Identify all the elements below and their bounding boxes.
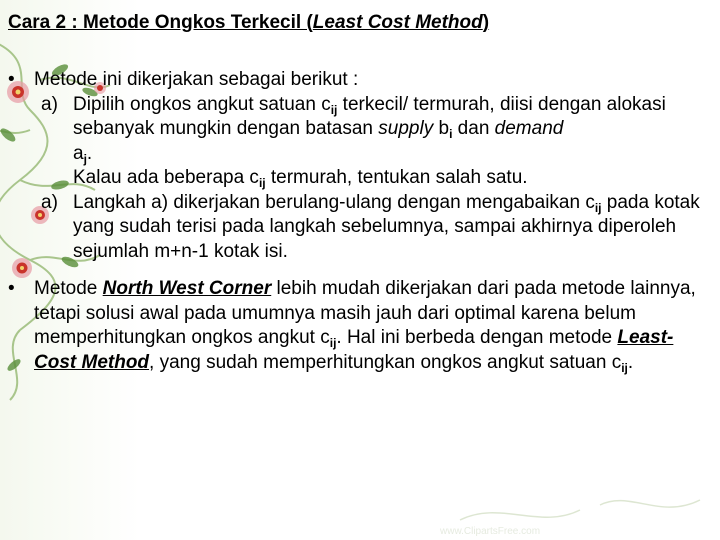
slide-title <box>8 12 489 34</box>
bullet-item-method-steps <box>8 68 708 264</box>
title-suffix: ) <box>482 12 490 33</box>
sub-item-marker: a) <box>41 191 58 213</box>
bullet-text: Metode ini dikerjakan sebagai berikut : <box>34 69 359 90</box>
title-italic: Least Cost Method <box>312 12 483 33</box>
spacer <box>8 264 708 277</box>
bullet-marker: • <box>8 278 15 299</box>
sub-item-a2 <box>33 191 708 265</box>
bullet-marker: • <box>8 69 15 90</box>
bullet-item-comparison <box>8 277 708 375</box>
sub-item-a1 <box>33 93 708 191</box>
term-least-cost-method: Least-Cost Method <box>34 327 674 373</box>
sub-item-text: Langkah a) dikerjakan berulang-ulang dengan mengabaikan $c_{ij}$ pada kotak yang sudah terisi pada langkah sebelumnya, sampai akhirnya diperoleh sejumlah m+n-1 kotak isi. <box>73 191 700 262</box>
slide-content <box>8 68 708 375</box>
sub-item-text: Dipilih ongkos angkut satuan $c_{ij}$ terkecil/ termurah, diisi dengan alokasi sebanyak mungkin dengan batasan supply $b_i$ dan demand $a_j$. Kalau ada beberapa $c_{ij}$ termurah, tentukan salah satu. <box>73 93 666 190</box>
watermark: www.ClipartsFree.com <box>440 526 541 537</box>
term-north-west-corner: North West Corner <box>102 278 272 299</box>
ornament-swirl <box>460 500 700 520</box>
bullet-text: Metode North West Corner lebih mudah dikerjakan dari pada metode lainnya, tetapi solusi awal pada umumnya masih jauh dari optimal karena belum memperhitungkan ongkos angkut $c_{ij}$. Hal ini berbeda dengan metode Least-Cost Method, yang sudah memperhitungkan ongkos angkut satuan $c_{ij}$. <box>34 278 696 375</box>
title-text: Cara 2 : Metode Ongkos Terkecil ( <box>8 12 313 33</box>
sub-item-marker: a) <box>41 93 58 115</box>
